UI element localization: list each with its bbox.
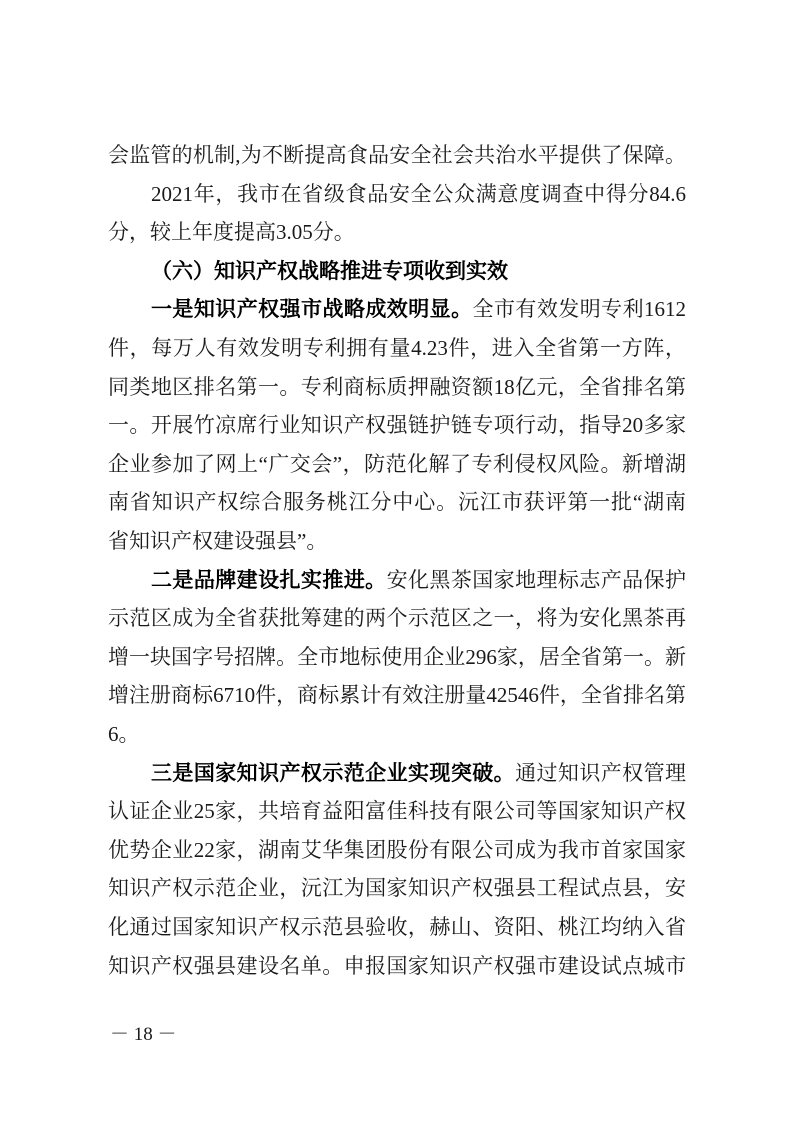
text-line bbox=[108, 875, 686, 901]
text-line bbox=[151, 567, 686, 593]
text-line bbox=[108, 142, 686, 168]
text-line bbox=[151, 760, 686, 786]
text-line bbox=[108, 953, 686, 979]
bold-lead: （六）知识产权战略推进专项收到实效 bbox=[151, 258, 508, 283]
text-line bbox=[108, 798, 686, 824]
line-text: 全市有效发明专利1612 bbox=[472, 297, 687, 322]
line-text: 2021年，我市在省级食品安全公众满意度调查中得分84.6 bbox=[151, 181, 686, 206]
line-text: 分，较上年度提高3.05分。 bbox=[108, 220, 355, 245]
line-text: 知识产权示范企业，沅江为国家知识产权强县工程试点县，安 bbox=[108, 876, 686, 901]
line-text: 件，每万人有效发明专利拥有量4.23件，进入全省第一方阵， bbox=[108, 336, 686, 360]
bold-lead: 三是国家知识产权示范企业实现突破。 bbox=[151, 760, 516, 785]
text-line bbox=[108, 489, 686, 515]
line-text: 省知识产权建设强县”。 bbox=[108, 529, 328, 553]
text-line bbox=[108, 219, 686, 245]
line-text: 示范区成为全省获批筹建的两个示范区之一，将为安化黑茶再 bbox=[108, 606, 686, 631]
line-text: 通过知识产权管理 bbox=[515, 760, 687, 785]
text-line bbox=[108, 412, 686, 438]
line-text: 增一块国字号招牌。全市地标使用企业296家，居全省第一。新 bbox=[108, 644, 686, 669]
text-line bbox=[151, 181, 686, 207]
text-line bbox=[108, 335, 686, 361]
text-line bbox=[108, 451, 686, 477]
text-line bbox=[108, 374, 686, 400]
line-text: 认证企业25家，共培育益阳富佳科技有限公司等国家知识产权 bbox=[108, 799, 686, 824]
line-text: 同类地区排名第一。专利商标质押融资额18亿元，全省排名第 bbox=[108, 374, 686, 399]
text-line bbox=[108, 682, 686, 708]
text-line bbox=[108, 644, 686, 670]
line-text: 增注册商标6710件，商标累计有效注册量42546件，全省排名第 bbox=[108, 683, 686, 708]
bold-lead: 二是品牌建设扎实推进。 bbox=[151, 567, 387, 592]
line-text: 一。开展竹凉席行业知识产权强链护链专项行动，指导20多家 bbox=[108, 413, 686, 438]
line-text: 南省知识产权综合服务桃江分中心。沅江市获评第一批“湖南 bbox=[108, 490, 686, 515]
text-line bbox=[108, 528, 686, 554]
page-number: － 18 － bbox=[110, 1024, 177, 1045]
section-heading bbox=[151, 258, 686, 284]
line-text: 优势企业22家，湖南艾华集团股份有限公司成为我市首家国家 bbox=[108, 837, 686, 862]
bold-lead: 一是知识产权强市战略成效明显。 bbox=[151, 297, 473, 322]
text-line bbox=[108, 721, 686, 747]
line-text: 企业参加了网上“广交会”，防范化解了专利侵权风险。新增湖 bbox=[108, 451, 686, 476]
text-line bbox=[151, 296, 686, 322]
line-text: 6。 bbox=[108, 722, 140, 746]
text-line bbox=[108, 914, 686, 940]
line-text: 化通过国家知识产权示范县验收，赫山、资阳、桃江均纳入省 bbox=[108, 915, 686, 939]
line-text: 安化黑茶国家地理标志产品保护 bbox=[386, 567, 687, 592]
text-line bbox=[108, 837, 686, 863]
text-line bbox=[108, 605, 686, 631]
line-text: 会监管的机制,为不断提高食品安全社会共治水平提供了保障。 bbox=[108, 143, 686, 167]
line-text: 知识产权强县建设名单。申报国家知识产权强市建设试点城市 bbox=[108, 953, 686, 978]
